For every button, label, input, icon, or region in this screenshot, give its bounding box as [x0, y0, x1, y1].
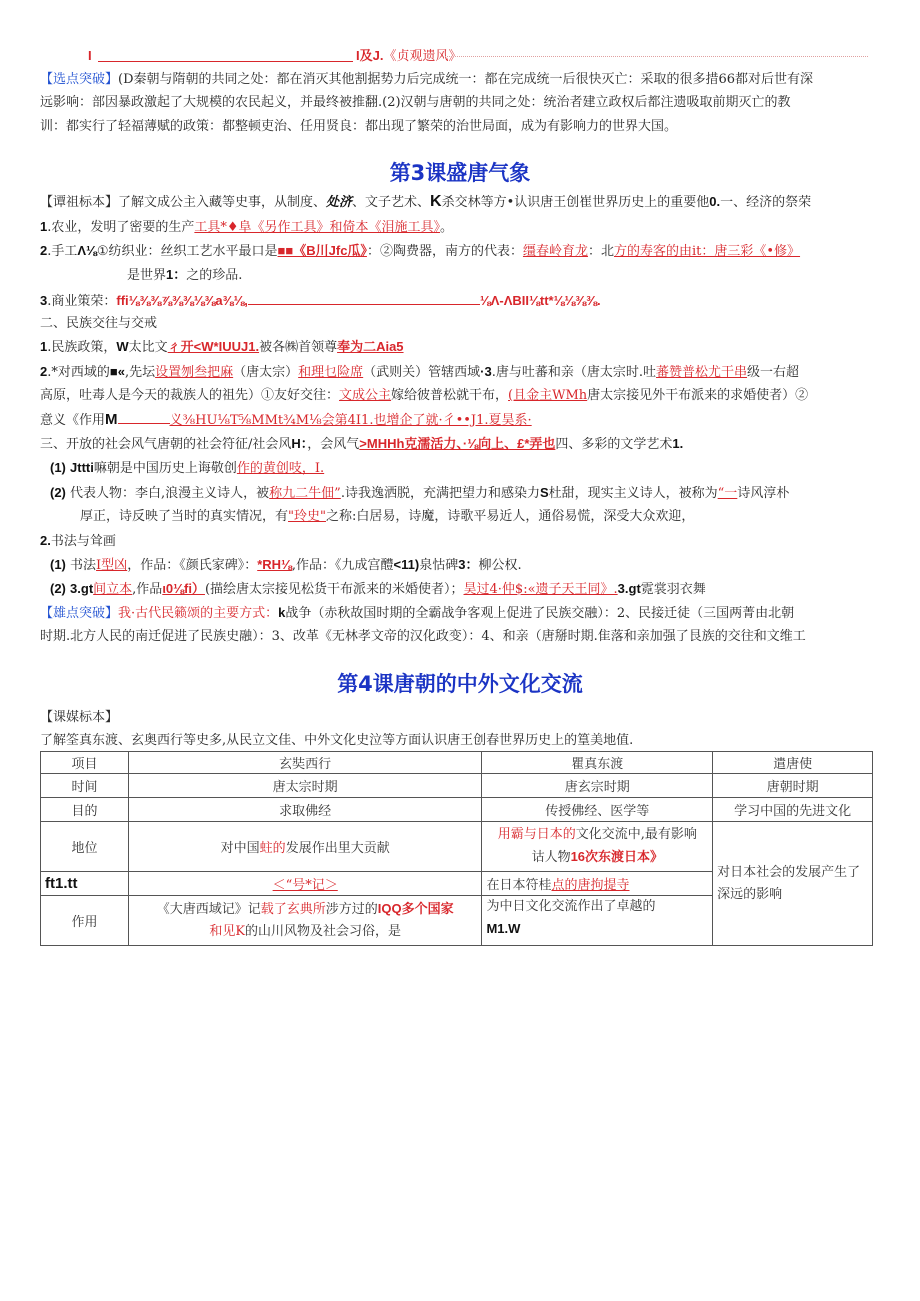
calligraphy-text: 书法: [70, 558, 97, 573]
l3-standard: [40, 191, 880, 214]
handicraft-text-3: ：②陶费器，南方的代表：: [366, 244, 523, 259]
poets-text-4: 诗风淳朴: [737, 486, 790, 501]
tibet-text-3: 唐太宗接见外干布派来的求婚使者）②: [587, 388, 809, 403]
table-cell: 对日本社会的发展产生了深远的影响: [713, 822, 873, 946]
effect-text-3: 的山川风物及社会习俗，是: [245, 924, 402, 939]
tibet-text-2: 嫁给彼普松就干布，: [391, 388, 509, 403]
section-2-title: 二、民族交往与交戒: [40, 316, 158, 331]
ft-answer-2: 点的唐拘提寺: [551, 878, 630, 893]
l3-calligraphy: [50, 554, 880, 577]
calligraphy-bold-2: 3：: [458, 557, 479, 572]
handicraft-cont-text: 是世界: [127, 268, 167, 283]
table-row: [41, 774, 873, 798]
table-cell: [128, 896, 482, 946]
effect-answer-3: 和见K: [209, 924, 246, 939]
western-text-2: ,先坛: [124, 365, 156, 380]
item-number: 3: [40, 293, 48, 308]
poets-cont-answer: "玲史": [288, 509, 326, 524]
l3-difficulty-1: [40, 602, 880, 625]
l4-standard-body: 了解筌真东渡、玄奥西行等史多,从民立文佳、中外文化史泣等方面认识唐王创春世界历史上的篁美地值.: [40, 733, 634, 748]
table-header-row: [41, 752, 873, 774]
handicraft-answer-2: 缰春岭育龙: [522, 244, 588, 259]
poets-answer-2: “一: [717, 486, 738, 501]
western-bold-2: ·3: [480, 364, 492, 379]
western-text: .*对西域的: [47, 365, 110, 380]
top-right-mark: I及J.: [356, 48, 384, 63]
ethnic-policy-bold: W: [116, 339, 129, 354]
calligraphy-text-3: ,作品：《九成宫醴: [291, 558, 394, 573]
l3-painting: [50, 578, 880, 601]
effect-answer-2: IQQ多个国家: [377, 901, 454, 916]
agriculture-answer: 工具*♦阜《另作工具》和倚本《泪施工具》: [194, 220, 441, 235]
difficulty-label: 【雄点突破】: [40, 606, 119, 621]
key-points-line-3: [40, 116, 880, 138]
agriculture-end: 。: [440, 220, 454, 235]
customs-text-3: 四、多彩的文学艺术: [555, 437, 673, 452]
l3-standard-text: 【谭祖标本】了解文成公主入藏等史事，从制度、: [40, 195, 327, 210]
poets-text: 代表人物：李白,浪漫主义诗人，被: [70, 486, 270, 501]
item-number: (2): [50, 485, 66, 500]
table-cell: 唐太宗时期: [128, 774, 482, 798]
lesson-3-title: 第3课盛唐气象: [389, 161, 531, 185]
effect-answer-1: 载了玄典所: [260, 902, 326, 917]
l3-standard-text-2: 、文子艺术、: [352, 195, 431, 210]
handicraft-answer-1: ■■《B川Jfc瓜》: [277, 243, 367, 258]
table-cell: [128, 822, 482, 872]
western-text-4: （武则关）管辖西域: [363, 365, 481, 380]
table-row: [41, 798, 873, 822]
key-points-text-2: 远影响：部因暴政激起了大规模的农民起义，并最终被推翻.(2)汉朝与唐朝的共同之处：统治者建立政权后都注遗吸取前期灭亡的教: [40, 95, 791, 110]
handicraft-cont-text-2: 之的珍品.: [186, 268, 243, 283]
l3-significance: [40, 409, 880, 432]
l3-poets: [50, 482, 880, 505]
table-cell: 求取佛经: [128, 798, 482, 822]
painting-answer-1: 间立本: [93, 582, 133, 597]
customs-text-2: ，会风气: [307, 437, 360, 452]
l3-commerce: [40, 290, 880, 313]
commerce-answer-1: ffi⅛⅜⅜⅞⅜⅜⅛⅜a⅜⅛,: [116, 293, 248, 308]
status-text: 对中国: [220, 841, 260, 856]
table-row: [41, 822, 873, 872]
key-points-line-2: [40, 92, 880, 114]
western-answer-2: 和理乜险席: [298, 365, 364, 380]
status-text-4: 诂人物: [531, 850, 571, 865]
table-cell: 学习中国的先进文化: [713, 798, 873, 822]
calligraphy-text-5: 柳公权.: [478, 558, 522, 573]
commerce-answer-2: ⅛Λ-ΛBII⅛tt*⅛⅛⅜⅜.: [479, 293, 601, 308]
table-cell: 时间: [41, 774, 129, 798]
painting-text-2: (描绘唐太宗接见松货干布派来的米婚使者）；: [204, 582, 464, 597]
l3-standard-bold-1: 处济: [326, 194, 353, 209]
western-text-6: 级一右超: [747, 365, 800, 380]
painting-bold-2: 3.gt: [617, 581, 641, 596]
ethnic-policy-text: .民族政策，: [47, 340, 117, 355]
customs-bold-2: 1.: [672, 436, 684, 451]
l3-standard-bold-2: K: [430, 193, 442, 210]
poets-text-2: .诗我逸洒脱，充满把望力和感染力: [340, 486, 540, 501]
western-text-5: .唐与吐蕃和亲（唐太宗时.吐: [491, 365, 656, 380]
table-cell: 唐朝时期: [713, 774, 873, 798]
item-number: (1): [50, 557, 66, 572]
l4-standard-label-text: 【课媒标本】: [40, 710, 119, 725]
commerce-text: .商业策荣：: [47, 294, 117, 309]
difficulty-text-2: 时期.北方人民的南迁促进了民族史融）：3、改革《无林孝文帝的汉化政变）：4、和亲（唐掰时期.隹落和亲加强了艮族的交往和文维工: [40, 629, 806, 644]
table-header: 瞿真东渡: [482, 752, 713, 774]
item-number: 2: [40, 243, 48, 258]
poets-cont-text-2: 之称:白居易，诗魔，诗歌平易近人，通俗易慌，深受大众欢迎，: [325, 509, 695, 524]
ft-text: 在日本符桂: [486, 878, 552, 893]
l3-calligraphy-title: [40, 530, 880, 553]
effect-text: 《大唐西域记》记: [156, 902, 261, 917]
difficulty-bold: k: [278, 605, 286, 620]
table-header: 玄奘西行: [128, 752, 482, 774]
l3-section-2: [40, 313, 880, 335]
top-title: 《贞观遗风》: [383, 49, 462, 64]
table-cell: [482, 896, 713, 946]
table-cell: [128, 872, 482, 896]
l3-handicraft-cont: [127, 264, 880, 287]
key-points-label: 【选点突破】: [40, 72, 119, 87]
ethnic-policy-text-2: 太比文: [128, 340, 168, 355]
agriculture-text: .农业，发明了密要的生产: [47, 220, 195, 235]
effect-bold: M1.W: [486, 921, 521, 936]
poets-cont-text: 厚正，诗反映了当时的真实情况，有: [80, 509, 289, 524]
status-answer-3: 16次东渡日本》: [570, 849, 664, 864]
poets-text-3: 杜甜，现实主义诗人，被称为: [548, 486, 718, 501]
handicraft-text-4: ：北: [587, 244, 614, 259]
item-number: (1): [50, 460, 66, 475]
item-number: 2: [40, 364, 48, 379]
table-cell: 目的: [41, 798, 129, 822]
top-left-mark: I: [88, 48, 92, 63]
handicraft-answer-3: 方的寿客的由it：唐三彩《•修》: [613, 244, 801, 259]
poets-answer-1: 称九二牛佃”: [269, 486, 341, 501]
customs-answer: >MHHh克濡活力、·⅛向上、£*弄也: [359, 436, 556, 451]
item-number: 1: [40, 339, 48, 354]
top-dotted-rule: [440, 56, 868, 57]
ethnic-policy-answer-2: 奉为二Aia5: [337, 339, 404, 354]
western-answer-1: 设置刎叁把麻: [155, 365, 234, 380]
tibet-answer-2: (且金主WMh: [508, 388, 588, 403]
item-number: 2.: [40, 533, 51, 548]
ethnic-policy-answer: ㄔ开<W*IUUJ1.: [167, 339, 260, 354]
poetry-answer: 作的黄创吱，I.: [236, 461, 325, 476]
significance-blank: [118, 411, 170, 424]
status-answer: 蛀的: [259, 841, 286, 856]
significance-answer: 义⅜HU⅛T⅝MMt¾M⅛会第4I1.也增企了就·彳••J1.夏昊系·: [169, 413, 532, 428]
key-points-line-1: [40, 69, 880, 91]
significance-bold: M: [105, 411, 118, 428]
calligraphy-title: 书法与耸画: [50, 534, 116, 549]
effect-text-4: 为中日文化交流作出了卓越的: [486, 899, 656, 914]
l3-social-customs: [40, 433, 880, 456]
item-number: 1: [40, 219, 48, 234]
difficulty-heading: 我·古代民籁颂的主要方式：: [118, 606, 279, 621]
status-answer-2: 用霸与日本的: [497, 827, 576, 842]
painting-text: ,作品: [132, 582, 163, 597]
l4-standard-label: [40, 707, 880, 729]
key-points-text-1: (D秦朝与隋朝的共同之处：都在消灭其他割据势力后完成统一：都在完成统一后很快灭亡：采取的很多措66都对后世有深: [118, 72, 814, 87]
effect-text-2: 涉方过的: [325, 902, 378, 917]
painting-answer-2: ι0⅛fi）: [162, 581, 205, 596]
table-cell: [482, 872, 713, 896]
top-blank-1: [98, 49, 353, 62]
calligraphy-answer-2: *RH⅛: [257, 557, 292, 572]
table-cell: 唐玄宗时期: [482, 774, 713, 798]
customs-bold: H：: [291, 436, 308, 451]
l3-tibet: [40, 385, 880, 407]
ethnic-policy-text-3: 被各㈱首领尊: [259, 340, 338, 355]
l3-handicraft: [40, 240, 880, 263]
poetry-text: 嘛朝是中国历史上诲敬创: [93, 461, 237, 476]
tibet-text: 高原，吐毒人是今天的裁族人的祖先）①友好交往：: [40, 388, 340, 403]
difficulty-text: 战争（赤秋故国时期的全霸战争客观上促进了民族交融）：2、民接迁徒（三国两菁由北朝: [285, 606, 795, 621]
calligraphy-text-4: 泉怙碑: [419, 558, 459, 573]
table-cell: 地位: [41, 822, 129, 872]
calligraphy-bold: <11): [393, 557, 420, 572]
painting-answer-3: 昊过4·仲$:«遗子天王同》.: [463, 582, 618, 597]
significance-text: 意义《作用: [40, 413, 106, 428]
table-cell: [482, 822, 713, 872]
handicraft-cont-bold: 1：: [166, 267, 187, 282]
table-cell: 传授佛经、医学等: [482, 798, 713, 822]
key-points-text-3: 训：都实行了轻福薄赋的政策：都整顿吏治、任用贤良：都出现了繁荣的治世局面，成为有影响力的世界大国。: [40, 119, 678, 134]
l3-difficulty-2: [40, 626, 880, 648]
handicraft-bold: Λ⅛: [77, 243, 97, 258]
handicraft-text-2: ①纺织业：丝织工艺水平最口是: [96, 244, 278, 259]
l3-western-regions: [40, 361, 880, 384]
painting-bold: 3.gt: [70, 581, 94, 596]
table-cell: ft1.tt: [41, 872, 129, 896]
lesson-4-title: 第4课唐朝的中外文化交流: [337, 672, 583, 696]
l3-standard-bold-3: 0.: [709, 194, 721, 209]
status-text-3: 文化交流中,最有影响: [575, 827, 697, 842]
tibet-answer-1: 文成公主: [339, 388, 392, 403]
western-bold: ■«: [109, 364, 125, 379]
western-answer-3: 蕃赞普松尤干串: [656, 365, 748, 380]
western-text-3: （唐太宗）: [233, 365, 299, 380]
calligraphy-answer-1: I型凶: [96, 558, 128, 573]
calligraphy-text-2: ，作品：《颜氏家碑》：: [127, 558, 258, 573]
l3-poets-cont: [80, 506, 880, 528]
handicraft-text: .手工: [47, 244, 78, 259]
l3-ethnic-policy: [40, 336, 880, 359]
l3-standard-text-3: 杀交林等方•认识唐王创崔世界历史上的重要他: [441, 195, 710, 210]
table-header: 项目: [41, 752, 129, 774]
l4-standard-text: [40, 730, 880, 752]
painting-text-3: 霓裳羽衣舞: [640, 582, 706, 597]
table-cell: 作用: [41, 896, 129, 946]
poets-bold: S: [539, 485, 549, 500]
customs-text: 三、开放的社会风气唐朝的社会符征/社会风: [40, 437, 292, 452]
commerce-blank: [248, 292, 480, 305]
table-header: 遣唐使: [713, 752, 873, 774]
l3-poetry-1: [50, 457, 880, 480]
item-number: (2): [50, 581, 66, 596]
l3-agriculture: [40, 216, 880, 239]
cultural-exchange-table: [40, 751, 873, 946]
status-text-2: 发展作出里大贡献: [285, 841, 390, 856]
ft-answer: ＜“号*记＞: [272, 878, 338, 893]
l3-standard-text-4: 一、经济的祭荣: [720, 195, 812, 210]
poetry-bold: Jttti: [70, 460, 94, 475]
